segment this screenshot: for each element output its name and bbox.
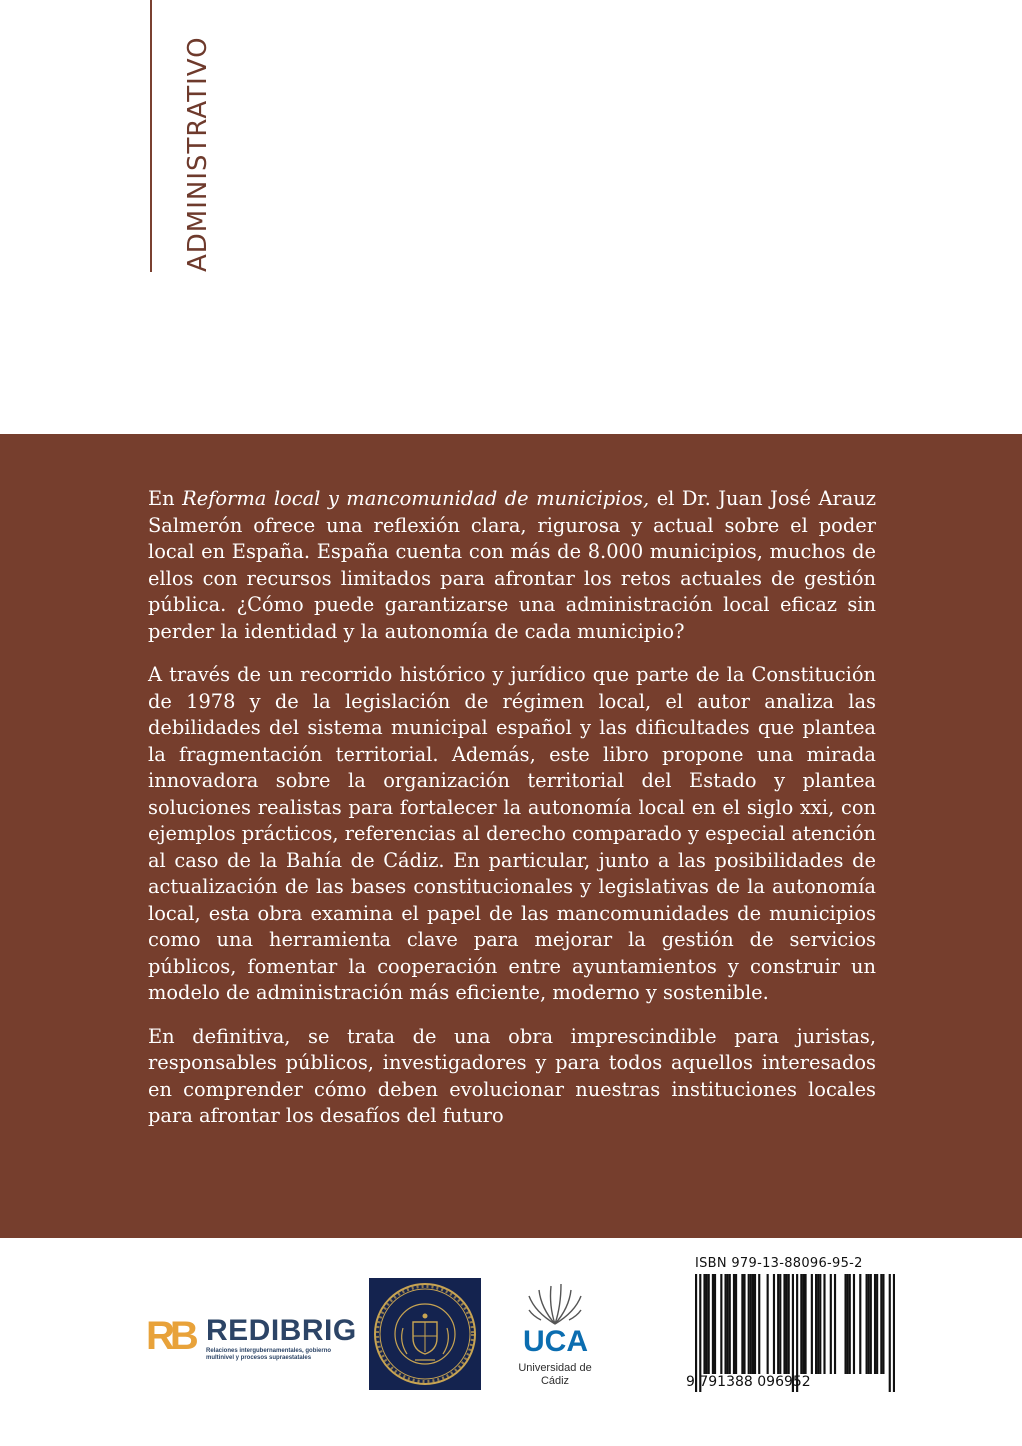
redibrig-name: REDIBRIG [206, 1314, 357, 1347]
barcode-bar [752, 1274, 754, 1374]
blurb-paragraph-2: A través de un recorrido histórico y jurídico que parte de la Constitución de 1978 y de la legislación de régimen local, el autor analiza las debilidades del sistema municipal español y las dificultades que plantea la fragmentación territorial. Además, este libro propone una mirada innovadora sobre la organización territorial del Estado y plantea soluciones realistas para fortalecer la autonomía local en el siglo xxi, con ejemplos prácticos, referencias al derecho comparado y especial atención al caso de la Bahía de Cádiz. En particular, junto a las posibilidades de actualización de las bases constitucionales y legislativas de la autonomía local, esta obra examina el papel de las mancomunidades de municipios como una herramienta clave para mejorar la gestión de servicios públicos, fomentar la cooperación entre ayuntamientos y construir un modelo de administración más eficiente, moderno y sostenible. [148, 663, 876, 1004]
barcode-bar [853, 1274, 855, 1374]
rb-monogram: RB [146, 1314, 194, 1358]
barcode-bar [735, 1274, 737, 1374]
barcode-bar [815, 1274, 817, 1374]
uca-subtitle: Universidad de Cádiz [518, 1362, 592, 1387]
barcode-bar [876, 1274, 878, 1374]
barcode-bar [748, 1274, 750, 1374]
barcode-bar [783, 1274, 785, 1374]
barcode-bar [800, 1274, 802, 1374]
barcode-bar [819, 1274, 821, 1374]
institution-seal [369, 1278, 481, 1390]
barcode-bar [866, 1274, 868, 1374]
barcode-bar [767, 1274, 769, 1374]
barcode-bar [727, 1274, 729, 1374]
barcode-bar [844, 1274, 846, 1374]
barcode-bar [874, 1274, 876, 1374]
barcode-bar [750, 1274, 752, 1374]
barcode-bar [882, 1274, 884, 1374]
barcode-bar [733, 1274, 735, 1374]
barcode-bar [788, 1274, 790, 1374]
redibrig-tagline: Relaciones intergubernamentales, gobierno multinivel y procesos supraestatales [206, 1348, 332, 1361]
redibrig-logo [146, 1312, 356, 1370]
barcode-bar [706, 1274, 708, 1374]
barcode-bar [777, 1274, 779, 1374]
category-label: ADMINISTRATIVO [183, 36, 213, 272]
barcode-bar [811, 1274, 813, 1374]
barcode-bar [834, 1274, 836, 1374]
barcode-bar [720, 1274, 722, 1374]
barcode-bar [779, 1274, 781, 1374]
barcode-bar [786, 1274, 788, 1374]
blurb-paragraph-1: En Reforma local y mancomunidad de municipios, el Dr. Juan José Arauz Salmerón ofrece una reflexión clara, rigurosa y actual sobre el poder local en España. España cuenta con más de 8.000 municipios, muchos de ellos con recursos limitados para afrontar los retos actuales de gestión pública. ¿Cómo puede garantizarse una administración local eficaz sin perder la identidad y la autonomía de cada municipio? [148, 487, 877, 643]
book-title: Reforma local y mancomunidad de municipios, [182, 487, 650, 510]
isbn-block [686, 1256, 895, 1392]
barcode-bar [729, 1274, 731, 1374]
barcode-bar [714, 1274, 716, 1374]
barcode-bar [802, 1274, 804, 1374]
barcode-bar [859, 1274, 861, 1374]
barcode-bar [870, 1274, 872, 1374]
barcode-digits: 9 791388 096952 [686, 1374, 811, 1390]
barcode-bar [773, 1274, 775, 1374]
barcode-bar [724, 1274, 726, 1374]
uca-logo [505, 1276, 605, 1386]
barcode-bar [847, 1274, 849, 1374]
barcode-bar [758, 1274, 760, 1374]
barcode-bar [823, 1274, 825, 1374]
barcode-bar [804, 1274, 806, 1374]
barcode-bar [712, 1274, 714, 1374]
barcode-bar [868, 1274, 870, 1374]
barcode-bar [817, 1274, 819, 1374]
barcode-bar [741, 1274, 743, 1374]
isbn-label: ISBN 979-13-88096-95-2 [695, 1256, 863, 1271]
seal-emblem-icon [369, 1278, 481, 1390]
barcode-bar [830, 1274, 832, 1374]
uca-fan-icon [505, 1276, 605, 1326]
barcode-bar [754, 1274, 756, 1374]
back-cover-blurb [148, 486, 876, 1147]
barcode-bar [743, 1274, 745, 1374]
barcode-bar [703, 1274, 705, 1374]
spine-divider-line [150, 0, 152, 272]
barcode-bar [708, 1274, 710, 1374]
uca-name: UCA [523, 1325, 588, 1358]
barcode-bar [849, 1274, 851, 1374]
barcode-bar [880, 1274, 882, 1374]
blurb-paragraph-3: En definitiva, se trata de una obra imprescindible para juristas, responsables públicos, investigadores y para todos aquellos interesados en comprender cómo deben evolucionar nuestras instituciones locales para afrontar los desafíos del futuro [148, 1024, 876, 1127]
